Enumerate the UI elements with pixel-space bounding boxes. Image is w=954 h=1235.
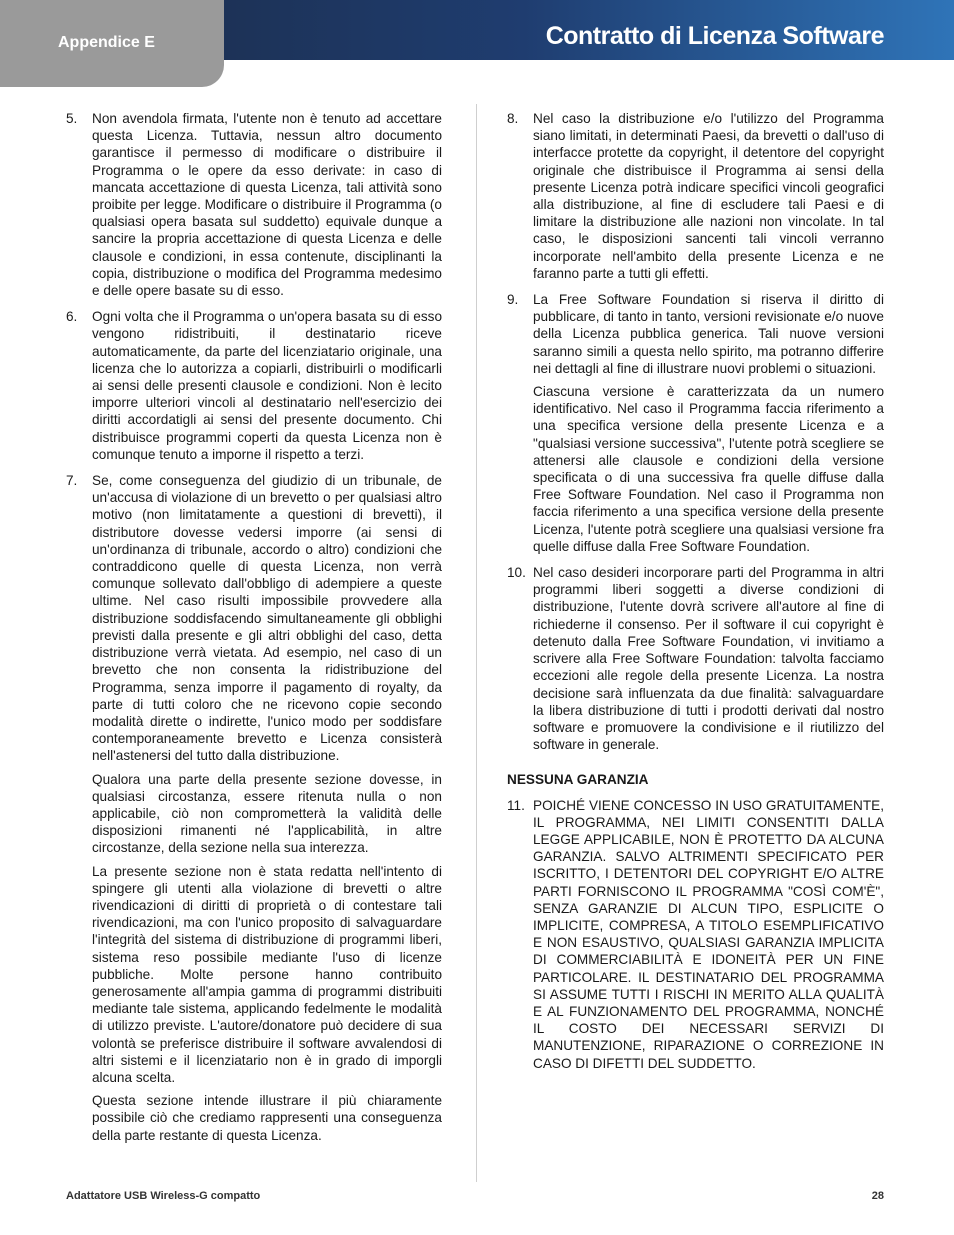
clause-paragraph: Non avendola firmata, l'utente non è tenuto ad accettare questa Licenza. Tuttavia, nessun altro documento garantisce il permesso di modificare o distribuire il Programma o le opere da esso derivate: in caso di mancata accettazione di questa Licenza, tali attività sono proibite per legge. Modificare o distribuire il Programma (o qualsiasi opera basata sul suddetto) equivale dunque a sancire la propria accettazione di questa Licenza e delle clausole e condizioni, in essa contenute, disciplinanti la copia, distribuzione o modifica del Programma medesimo e delle opere basate su di esso.	[92, 111, 442, 299]
clause-paragraph: Se, come conseguenza del giudizio di un tribunale, de un'accusa di violazione di un brevetto o per qualsiasi altro motivo (non limitatamente a questioni di brevetti), il distributore dovesse vedersi imporre (ai sensi di un'ordinanza di tribunale, accordo o altro) condizioni che contraddicono quelle di questa Licenza, non verrà comunque sollevato dall'obbligo di adempiere a queste ultime. Nel caso risulti impossibile provvedere alla distribuzione soddisfacendo simultaneamente gli obblighi previsti dalla presente e gli altri obblighi del caso, detta distribuzione verrà vietata. Ad esempio, nel caso di un brevetto che non consenta la ridistribuzione del Programma, senza imporre il pagamento di royalty, da parte di tutti coloro che ne ricevono copie secondo modalità dirette o indirette, l'unico modo per soddisfare contemporaneamente brevetto e Licenza consisterà nell'astenersi del tutto dalla distribuzione.	[92, 473, 442, 764]
clause-paragraph: Qualora una parte della presente sezione dovesse, in qualsiasi circostanza, essere ritenuta nulla o non applicabile, ciò non comprometterà la validità delle disposizioni rimanenti né l'applicabilità, in altre circostanze, della sezione nella sua interezza.	[92, 771, 442, 856]
clause-paragraph: La presente sezione non è stata redatta nell'intento di spingere gli utenti alla violazione di brevetti o altre rivendicazioni di diritti di proprietà o di contestare tali rivendicazioni, ma con l'unico proposito di salvaguardare l'integrità del sistema di distribuzione di programmi liberi, sistema reso possibile mediante l'uso di licenze pubbliche. Molte persone hanno contribuito generosamente all'ampia gamma di programmi distribuiti mediante tale sistema, applicando fedelmente le modalità di utilizzo previste. L'autore/donatore può decidere di sua volontà se preferisce distribuire il software avvalendosi di altri sistemi e il licenziatario non è in grado di imporgli alcuna scelta.	[92, 863, 442, 1085]
clause-number: 8.	[507, 111, 519, 126]
clause-body	[533, 110, 884, 288]
appendix-label: Appendice E	[58, 34, 155, 51]
footer-page-number: 28	[871, 1190, 884, 1202]
right-column	[507, 110, 884, 1081]
clause-paragraph: La Free Software Foundation si riserva il diritto di pubblicare, di tanto in tanto, versioni revisionate e/o nuove della Licenza pubblica generica. Tali nuove versioni saranno simili a questa nello spirito, ma potranno differire nei dettagli al fine di illustrare nuovi problemi o situazioni.	[533, 292, 884, 376]
clause-item	[507, 291, 884, 561]
clause-paragraph: Ogni volta che il Programma o un'opera basata su di esso vengono ridistribuiti, il destinatario riceve automaticamente, da parte del licenziatario originale, una licenza che lo autorizza a copiarli, distribuirli o modificarli ai sensi delle presenti clausole e condizioni. Non è lecito imporre ulteriori vincoli al destinatario nell'esercizio dei diritti accordatigli ai sensi del presente documento. Chi distribuisce programmi coperti da questa Licenza non è comunque tenuto a imporne il rispetto a terzi.	[92, 309, 442, 462]
clause-body	[92, 472, 442, 1150]
clause-item	[507, 797, 884, 1078]
clause-number: 7.	[66, 473, 78, 489]
clause-paragraph: POICHÉ VIENE CONCESSO IN USO GRATUITAMENTE, IL PROGRAMMA, NEI LIMITI CONSENTITI DALLA LEGGE APPLICABILE, NON È PROTETTO DA ALCUNA GARANZIA. SALVO ALTRIMENTI SPECIFICATO PER ISCRITTO, I DETENTORI DEL COPYRIGHT E/O ALTRE PARTI FORNISCONO IL PROGRAMMA "COSÌ COM'È", SENZA GARANZIE DI ALCUN TIPO, ESPLICITE O IMPLICITE, COMPRESA, A TITOLO ESEMPLIFICATIVO E NON ESAUSTIVO, QUALSIASI GARANZIA IMPLICITA DI COMMERCIABILITÀ E IDONEITÀ PER UN FINE PARTICOLARE. IL DESTINATARIO DEL PROGRAMMA SI ASSUME TUTTI I RISCHI IN MERITO ALLA QUALITÀ E AL FUNZIONAMENTO DEL PROGRAMMA, NONCHÉ IL COSTO DEI NECESSARI SERVIZI DI MANUTENZIONE, RIPARAZIONE O CORREZIONE IN CASO DI DIFETTI DEL SUDDETTO.	[533, 797, 884, 1071]
clause-body	[533, 564, 884, 759]
warranty-clause-list	[507, 797, 884, 1078]
clause-item	[66, 110, 442, 305]
clause-number: 6.	[66, 309, 78, 325]
clause-body	[533, 291, 884, 561]
clause-item	[507, 564, 884, 759]
clause-number: 11.	[507, 797, 525, 813]
left-column	[66, 110, 442, 1153]
clause-item	[66, 308, 442, 469]
clause-item	[507, 110, 884, 288]
clause-paragraph: Ciascuna versione è caratterizzata da un numero identificativo. Nel caso il Programma faccia riferimento a una specifica versione della presente Licenza e a "qualsiasi versione successiva", l'utente potrà scegliere se attenersi alle clausole e condizioni della versione specificata o di una successiva fra quelle diffuse dalla Free Software Foundation. Nel caso il Programma non faccia riferimento a una specifica versione della presente Licenza, l'utente potrà scegliere una qualsiasi versione fra quelle diffuse dalla Free Software Foundation.	[533, 384, 884, 554]
column-divider	[476, 104, 477, 1182]
clause-paragraph: Nel caso la distribuzione e/o l'utilizzo del Programma siano limitati, in determinati Paesi, da brevetti o dall'uso di interfacce protette da copyright, il detentore del copyright originale che distribuisce il Programma ai sensi della presente Licenza potrà indicare specifici vincoli geografici alla distribuzione, al fine di escludere tali Paesi e di limitare la distribuzione alle nazioni non vincolate. In tal caso, le disposizioni sancenti tali vincoli verranno incorporate nell'ambito della presente Licenza e ne faranno parte a tutti gli effetti.	[533, 111, 884, 281]
clause-body	[92, 110, 442, 305]
clause-number: 9.	[507, 292, 519, 308]
clause-body	[92, 308, 442, 469]
clause-body	[533, 797, 884, 1078]
page-title: Contratto di Licenza Software	[545, 22, 884, 50]
left-clause-list	[66, 110, 442, 1150]
clause-number: 10.	[507, 565, 526, 581]
footer-product: Adattatore USB Wireless-G compatto	[66, 1190, 261, 1202]
clause-number: 5.	[66, 111, 78, 126]
right-clause-list	[507, 110, 884, 759]
clause-paragraph: Nel caso desideri incorporare parti del Programma in altri programmi liberi soggetti a diverse condizioni di distribuzione, l'utente dovrà scrivere all'autore al fine di richiederne il consenso. Per il software il cui copyright è detenuto dalla Free Software Foundation, vi invitiamo a scrivere alla Free Software Foundation: talvolta facciamo eccezioni alle regole della presente Licenza. La nostra decisione sarà influenzata da due finalità: salvaguardare la libera distribuzione di tutti i prodotti derivati dal nostro software e promuovere la condivisione e il riutilizzo del software in generale.	[533, 565, 884, 753]
clause-item	[66, 472, 442, 1150]
clause-paragraph: Questa sezione intende illustrare il più chiaramente possibile ciò che crediamo rappresenti una conseguenza della parte restante di questa Licenza.	[92, 1093, 442, 1143]
section-heading: NESSUNA GARANZIA	[507, 772, 649, 788]
appendix-tab	[0, 0, 224, 87]
